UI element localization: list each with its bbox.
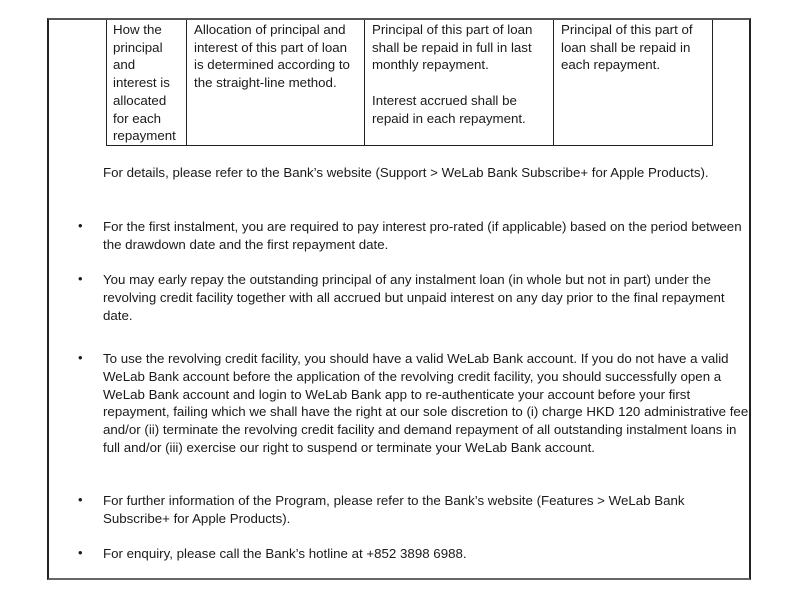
details-note: For details, please refer to the Bank’s website (Support > WeLab Bank Subscribe+ for Apple Products).	[103, 165, 709, 180]
bullet-icon: •	[78, 492, 83, 507]
cell-paragraph: Principal of this part of loan shall be repaid in each repayment.	[561, 22, 693, 73]
row-label-line: How the	[113, 22, 162, 37]
row-label-line: repayment	[113, 128, 176, 144]
balloon-repayment-cell	[365, 19, 554, 145]
repayment-allocation-table	[106, 18, 713, 146]
row-label-line: allocated	[113, 92, 167, 108]
bullet-first-instalment: For the first instalment, you are required to pay interest pro-rated (if applicable) based on the period between the drawdown date and the first repayment date.	[103, 219, 742, 252]
row-label-line: and	[113, 57, 136, 73]
bullet-further-information: For further information of the Program, please refer to the Bank’s website (Features > WeLab Bank Subscribe+ for Apple Products).	[103, 493, 685, 526]
bullet-enquiry-hotline: For enquiry, please call the Bank’s hotline at +852 3898 6988.	[103, 546, 467, 561]
straight-line-method-cell	[187, 19, 365, 145]
row-label-line: principal	[113, 39, 163, 55]
bullet-icon: •	[78, 218, 83, 233]
row-label-cell	[107, 19, 187, 145]
row-label-line: interest is	[113, 75, 170, 91]
cell-paragraph: Allocation of principal and interest of this part of loan is determined according to the straight-line method.	[194, 22, 350, 91]
bullet-account-requirement: To use the revolving credit facility, you should have a valid WeLab Bank account. If you do not have a valid WeLab Bank account before the application of the revolving credit facility, you should successfully open a WeLab Bank account and login to WeLab Bank app to re-authenticate your account before your first repayment, failing which we shall have the right at our sole discretion to (i) charge HKD 120 administrative fee and/or (ii) terminate the revolving credit facility and demand repayment of all outstanding instalment loans in full and/or (iii) exercise our right to suspend or terminate your WeLab Bank account.	[103, 351, 749, 455]
row-label-line: for each	[113, 110, 162, 126]
cell-paragraph: Principal of this part of loan shall be repaid in full in last monthly repayment.	[372, 22, 533, 73]
each-repayment-cell	[554, 19, 713, 145]
bullet-early-repayment: You may early repay the outstanding principal of any instalment loan (in whole but not in part) under the revolving credit facility together with all accrued but unpaid interest on any day prior to the final repayment date.	[103, 272, 725, 323]
bullet-icon: •	[78, 545, 83, 560]
table-row	[107, 19, 713, 145]
bullet-icon: •	[78, 350, 83, 365]
cell-paragraph: Interest accrued shall be repaid in each repayment.	[372, 92, 526, 126]
bullet-icon: •	[78, 271, 83, 286]
